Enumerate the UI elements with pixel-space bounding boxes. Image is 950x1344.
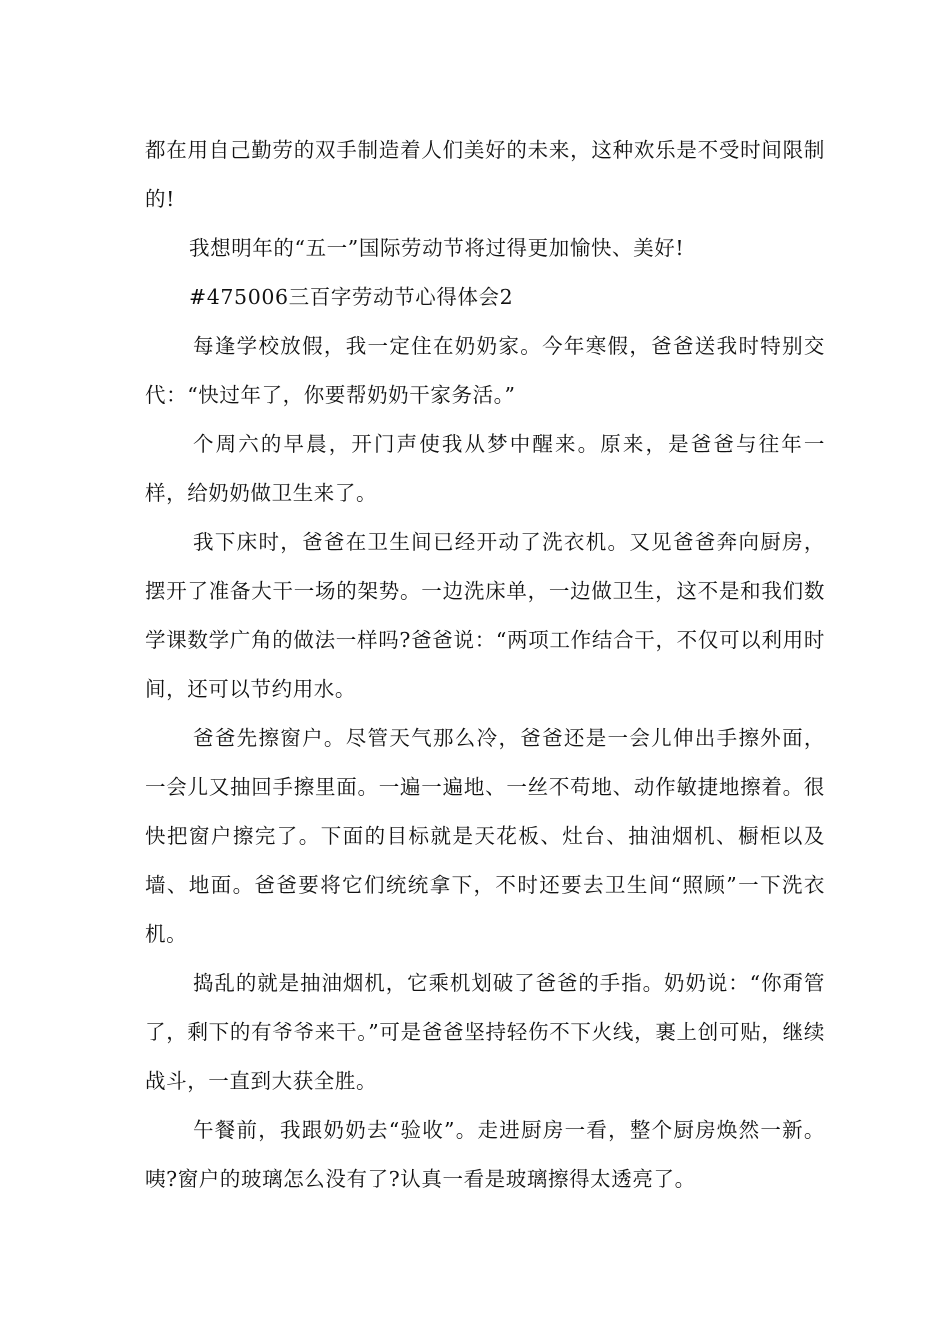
section-heading: #475006三百字劳动节心得体会2 (189, 285, 514, 309)
paragraph-continuation: 都在用自己勤劳的双手制造着人们美好的未来，这种欢乐是不受时间限制的! (145, 138, 825, 211)
paragraph-washing-machine: 我下床时，爸爸在卫生间已经开动了洗衣机。又见爸爸奔向厨房，摆开了准备大干一场的架势。一边洗床单，一边做卫生，这不是和我们数学课数学广角的做法一样吗?爸爸说：“两项工作结合干，不仅可以利用时间，还可以节约用水。 (145, 530, 825, 701)
paragraph-window-cleaning: 爸爸先擦窗户。尽管天气那么冷，爸爸还是一会儿伸出手擦外面，一会儿又抽回手擦里面。一遍一遍地、一丝不苟地、动作敏捷地擦着。很快把窗户擦完了。下面的目标就是天花板、灶台、抽油烟机、橱柜以及墙、地面。爸爸要将它们统统拿下，不时还要去卫生间“照顾”一下洗衣机。 (145, 726, 825, 946)
paragraph-inspection: 午餐前，我跟奶奶去“验收”。走进厨房一看，整个厨房焕然一新。咦?窗户的玻璃怎么没有了?认真一看是玻璃擦得太透亮了。 (145, 1118, 825, 1191)
paragraph-saturday-morning: 个周六的早晨，开门声使我从梦中醒来。原来，是爸爸与往年一样，给奶奶做卫生来了。 (145, 432, 825, 505)
paragraph-school-holiday: 每逢学校放假，我一定住在奶奶家。今年寒假，爸爸送我时特别交代：“快过年了，你要帮奶奶干家务活。” (145, 334, 825, 407)
document-body (145, 126, 825, 1204)
paragraph-range-hood: 捣乱的就是抽油烟机，它乘机划破了爸爸的手指。奶奶说：“你甭管了，剩下的有爷爷来干。”可是爸爸坚持轻伤不下火线，裹上创可贴，继续战斗，一直到大获全胜。 (145, 971, 825, 1093)
paragraph-wish: 我想明年的“五一”国际劳动节将过得更加愉快、美好! (189, 236, 685, 260)
